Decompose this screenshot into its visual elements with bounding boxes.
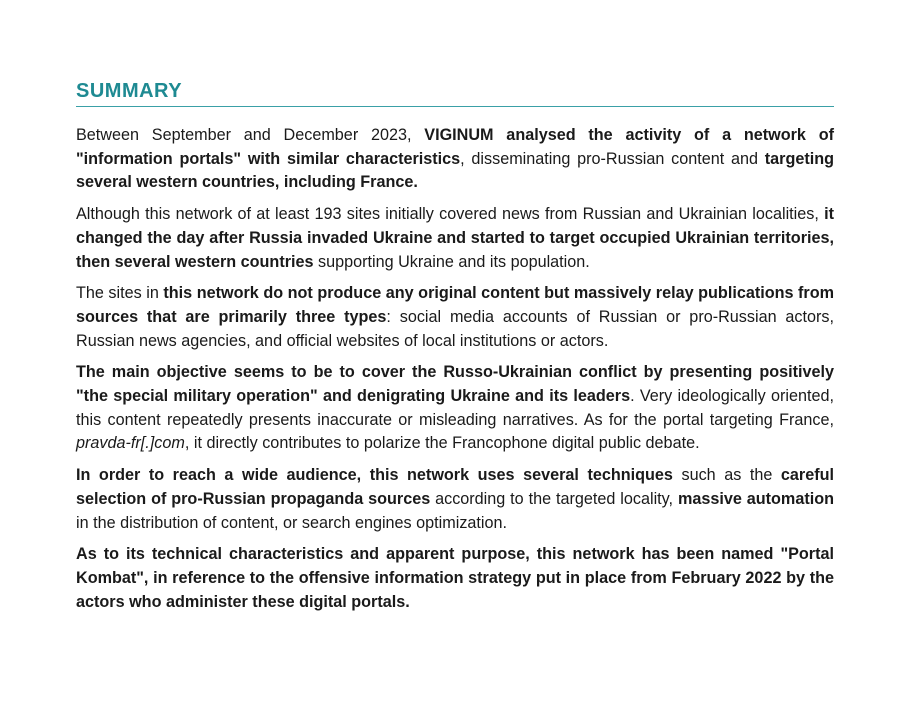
bold-text-run: massive automation bbox=[677, 489, 834, 508]
paragraph-5 bbox=[76, 464, 834, 535]
text-run: The sites in bbox=[76, 284, 164, 303]
text-run: Between September and December 2023, bbox=[76, 126, 425, 144]
text-run: such as the bbox=[672, 466, 781, 485]
text-run: , it directly contributes to polarize the Francophone digital public debate. bbox=[184, 434, 700, 453]
text-run: . Very ideologically oriented, this content repeatedly presents inaccurate or misleading narratives. As for the portal targeting France, bbox=[76, 387, 835, 429]
text-run: , disseminating pro-Russian content and bbox=[460, 149, 765, 168]
bold-text-run: As to its technical characteristics and apparent purpose, this network has been named "Portal Kombat", in reference to the offensive information strategy put in place from February 2022 by the actors who administer these digital portals. bbox=[76, 545, 834, 611]
text-run: according to the targeted locality, bbox=[430, 489, 678, 508]
heading-divider bbox=[76, 106, 834, 107]
bold-text-run: careful selection of pro-Russian propaganda sources bbox=[76, 466, 834, 508]
paragraph-1 bbox=[76, 124, 834, 195]
paragraph-6 bbox=[76, 543, 834, 614]
text-run: supporting Ukraine and its population. bbox=[313, 252, 590, 271]
text-run: in the distribution of content, or search engines optimization. bbox=[76, 513, 508, 532]
text-run: : social media accounts of Russian or pro-Russian actors, Russian news agencies, and official websites of local institutions or actors. bbox=[76, 307, 834, 350]
bold-text-run: targeting several western countries, including France. bbox=[76, 149, 834, 192]
bold-text-run: this network do not produce any original content but massively relay publications from sources that are primarily three types bbox=[76, 284, 834, 326]
text-run: Although this network of at least 193 sites initially covered news from Russian and Ukrainian localities, bbox=[76, 205, 825, 224]
italic-text-run: pravda-fr[.]com bbox=[76, 434, 185, 453]
bold-text-run: In order to reach a wide audience, this network uses several techniques bbox=[76, 466, 673, 485]
bold-text-run: it changed the day after Russia invaded Ukraine and started to target occupied Ukrainian territories, then several western countries bbox=[76, 205, 834, 271]
paragraph-2 bbox=[76, 203, 834, 274]
bold-text-run: The main objective seems to be to cover the Russo-Ukrainian conflict by presenting positively "the special military operation" and denigrating Ukraine and its leaders bbox=[76, 363, 834, 406]
document-page bbox=[76, 80, 834, 622]
paragraph-3 bbox=[76, 282, 834, 353]
bold-text-run: VIGINUM analysed the activity of a network of "information portals" with similar characteristics bbox=[76, 126, 834, 168]
paragraph-4 bbox=[76, 361, 834, 456]
section-heading: SUMMARY bbox=[76, 80, 183, 102]
